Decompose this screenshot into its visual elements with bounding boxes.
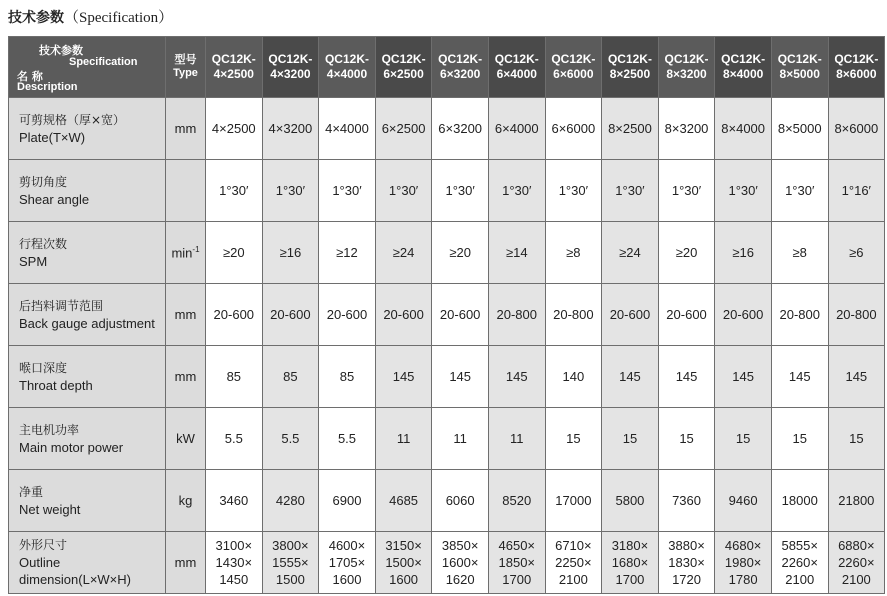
row-description [9, 222, 166, 284]
row-label-zh: 剪切角度 [19, 174, 68, 189]
title-en: （Specification） [64, 10, 174, 26]
model-header [828, 37, 885, 98]
page-title [8, 6, 173, 27]
model-header-line: QC12K- [494, 52, 539, 66]
model-header-line: 6×2500 [383, 67, 424, 81]
spec-value: 3800× 1555× 1500 [262, 532, 319, 594]
spec-value: 1°30′ [262, 160, 319, 222]
corner-zh: 技术参数 [39, 44, 83, 57]
row-unit-text: mm [174, 121, 197, 136]
spec-value: ≥8 [771, 222, 828, 284]
spec-value: 140 [545, 346, 602, 408]
spec-value: ≥20 [206, 222, 263, 284]
model-header-line: 8×2500 [609, 67, 651, 81]
spec-value: 85 [206, 346, 263, 408]
row-label-en: Main motor power [19, 439, 124, 455]
model-header-line: QC12K- [834, 52, 879, 66]
spec-value: 6×4000 [488, 98, 545, 160]
spec-value: 11 [432, 408, 489, 470]
model-header-line: 4×4000 [326, 67, 368, 81]
model-header-line: 4×2500 [213, 67, 254, 81]
corner-desc: Description [17, 81, 78, 93]
model-header-line: QC12K- [381, 52, 426, 66]
model-header [602, 37, 659, 98]
spec-value: 3100× 1430× 1450 [206, 532, 263, 594]
row-unit [166, 98, 206, 160]
spec-value: 5800 [602, 470, 659, 532]
row-label-en: Back gauge adjustment [19, 315, 155, 331]
spec-value: 20-600 [715, 284, 772, 346]
model-header [375, 37, 432, 98]
spec-value: 5.5 [262, 408, 319, 470]
row-unit-text: mm [174, 555, 197, 570]
spec-value: 15 [602, 408, 659, 470]
spec-value: ≥16 [262, 222, 319, 284]
spec-value: 20-800 [771, 284, 828, 346]
spec-value: 5.5 [319, 408, 376, 470]
table-row [9, 284, 885, 346]
table-row [9, 98, 885, 160]
spec-value: 145 [432, 346, 489, 408]
type-header-en: Type [173, 67, 198, 79]
spec-value: 1°30′ [319, 160, 376, 222]
spec-value: 8×2500 [602, 98, 659, 160]
model-header [715, 37, 772, 98]
spec-value: 4680× 1980× 1780 [715, 532, 772, 594]
spec-value: 6900 [319, 470, 376, 532]
spec-value: 20-600 [432, 284, 489, 346]
spec-value: ≥16 [715, 222, 772, 284]
spec-value: 20-600 [206, 284, 263, 346]
row-label-en: Throat depth [19, 377, 93, 393]
spec-value: 145 [375, 346, 432, 408]
spec-value: 1°30′ [658, 160, 715, 222]
spec-value: ≥20 [432, 222, 489, 284]
spec-value: 20-600 [262, 284, 319, 346]
model-header-line: QC12K- [268, 52, 313, 66]
spec-value: 85 [319, 346, 376, 408]
title-zh: 技术参数 [8, 10, 64, 26]
row-unit-text: mm [174, 369, 197, 384]
spec-value: 15 [828, 408, 885, 470]
model-header-line: QC12K- [551, 52, 596, 66]
row-description [9, 284, 166, 346]
spec-value: 1°30′ [488, 160, 545, 222]
model-header [262, 37, 319, 98]
row-label-en: Outline dimension(L×W×H) [19, 555, 131, 587]
spec-value: 1°30′ [545, 160, 602, 222]
spec-value: 145 [602, 346, 659, 408]
spec-value: 8520 [488, 470, 545, 532]
model-header [206, 37, 263, 98]
model-header-line: 4×3200 [270, 67, 311, 81]
row-label-en: Plate(T×W) [19, 129, 86, 145]
spec-value: 15 [658, 408, 715, 470]
row-description [9, 160, 166, 222]
spec-table [8, 36, 885, 594]
spec-value: 20-800 [545, 284, 602, 346]
spec-value: ≥12 [319, 222, 376, 284]
spec-value: 8×4000 [715, 98, 772, 160]
spec-value: 1°16′ [828, 160, 885, 222]
spec-value: 1°30′ [432, 160, 489, 222]
spec-value: 20-800 [488, 284, 545, 346]
model-header-line: 8×3200 [666, 67, 707, 81]
row-unit-text: kW [176, 431, 195, 446]
spec-value: 145 [658, 346, 715, 408]
model-header-line: QC12K- [721, 52, 766, 66]
row-unit [166, 470, 206, 532]
row-label-zh: 外形尺寸 [19, 538, 68, 552]
spec-value: 3180× 1680× 1700 [602, 532, 659, 594]
row-unit [166, 532, 206, 594]
spec-value: 17000 [545, 470, 602, 532]
spec-value: 1°30′ [602, 160, 659, 222]
row-description [9, 346, 166, 408]
spec-value: 6×2500 [375, 98, 432, 160]
type-header-zh: 型号 [174, 54, 197, 66]
spec-value: 1°30′ [206, 160, 263, 222]
row-label-zh: 净重 [19, 484, 44, 499]
table-row [9, 160, 885, 222]
corner-spec: Specification [69, 56, 138, 68]
model-header-line: QC12K- [211, 52, 256, 66]
model-header-line: 6×3200 [439, 67, 481, 81]
row-label-zh: 主电机功率 [19, 422, 80, 437]
model-header-line: 8×5000 [779, 67, 820, 81]
header-row [9, 37, 885, 98]
type-header [166, 37, 206, 98]
model-header [319, 37, 376, 98]
spec-value: 20-800 [828, 284, 885, 346]
row-unit [166, 408, 206, 470]
spec-value: 1°30′ [771, 160, 828, 222]
row-label-en: SPM [19, 253, 48, 269]
spec-value: ≥24 [602, 222, 659, 284]
table-body [9, 98, 885, 594]
spec-value: 18000 [771, 470, 828, 532]
model-header [658, 37, 715, 98]
spec-value: 11 [375, 408, 432, 470]
spec-value: 8×6000 [828, 98, 885, 160]
spec-value: 4×3200 [262, 98, 319, 160]
spec-value: 3460 [206, 470, 263, 532]
spec-value: 7360 [658, 470, 715, 532]
spec-value: 4600× 1705× 1600 [319, 532, 376, 594]
model-header-line: 8×4000 [722, 67, 764, 81]
spec-value: ≥24 [375, 222, 432, 284]
corner-name-zh: 名 称 [17, 70, 43, 83]
row-description [9, 532, 166, 594]
spec-value: 1°30′ [715, 160, 772, 222]
spec-value: 20-600 [319, 284, 376, 346]
model-header-line: QC12K- [324, 52, 369, 66]
row-label-en: Net weight [19, 501, 81, 517]
model-header-line: 8×6000 [836, 67, 877, 81]
model-header-line: QC12K- [664, 52, 709, 66]
model-header [488, 37, 545, 98]
row-unit-text: mm [174, 307, 197, 322]
spec-value: 145 [771, 346, 828, 408]
spec-value: 21800 [828, 470, 885, 532]
spec-value: 6×6000 [545, 98, 602, 160]
spec-value: 20-600 [375, 284, 432, 346]
spec-value: 3150× 1500× 1600 [375, 532, 432, 594]
spec-value: 20-600 [658, 284, 715, 346]
spec-value: ≥6 [828, 222, 885, 284]
spec-value: ≥8 [545, 222, 602, 284]
model-header-line: 6×4000 [496, 67, 537, 81]
model-header-line: QC12K- [777, 52, 822, 66]
spec-value: 5.5 [206, 408, 263, 470]
row-unit [166, 160, 206, 222]
spec-value: 145 [715, 346, 772, 408]
row-unit-text: kg [178, 493, 193, 508]
row-label-zh: 后挡料调节范围 [19, 298, 104, 313]
row-unit-sup: -1 [192, 244, 200, 254]
spec-value: 4×4000 [319, 98, 376, 160]
spec-value: 5855× 2260× 2100 [771, 532, 828, 594]
model-header-line: QC12K- [607, 52, 652, 66]
row-description [9, 470, 166, 532]
spec-value: ≥20 [658, 222, 715, 284]
row-unit-text: min [171, 245, 193, 261]
table-row [9, 532, 885, 594]
spec-value: 6×3200 [432, 98, 489, 160]
spec-value: 15 [545, 408, 602, 470]
spec-value: 15 [715, 408, 772, 470]
spec-value: 3850× 1600× 1620 [432, 532, 489, 594]
spec-value: 145 [828, 346, 885, 408]
spec-value: 3880× 1830× 1720 [658, 532, 715, 594]
table-row [9, 470, 885, 532]
row-unit [166, 222, 206, 284]
spec-value: 6880× 2260× 2100 [828, 532, 885, 594]
spec-value: 20-600 [602, 284, 659, 346]
row-label-zh: 可剪规格（厚×宽） [19, 112, 126, 127]
row-description [9, 408, 166, 470]
row-unit [166, 346, 206, 408]
table-row [9, 408, 885, 470]
row-label-zh: 行程次数 [19, 236, 68, 251]
spec-value: 4280 [262, 470, 319, 532]
spec-value: 11 [488, 408, 545, 470]
spec-value: 6710× 2250× 2100 [545, 532, 602, 594]
spec-value: 6060 [432, 470, 489, 532]
model-header-line: QC12K- [438, 52, 483, 66]
spec-value: ≥14 [488, 222, 545, 284]
row-unit [166, 284, 206, 346]
spec-value: 4685 [375, 470, 432, 532]
model-header [545, 37, 602, 98]
table-row [9, 346, 885, 408]
spec-value: 15 [771, 408, 828, 470]
table-row [9, 222, 885, 284]
spec-value: 1°30′ [375, 160, 432, 222]
spec-value: 8×3200 [658, 98, 715, 160]
corner-header [9, 37, 166, 98]
row-label-zh: 喉口深度 [19, 360, 68, 375]
spec-value: 4650× 1850× 1700 [488, 532, 545, 594]
model-header-line: 6×6000 [553, 67, 594, 81]
spec-value: 145 [488, 346, 545, 408]
row-description [9, 98, 166, 160]
model-header [771, 37, 828, 98]
spec-value: 9460 [715, 470, 772, 532]
spec-value: 8×5000 [771, 98, 828, 160]
model-header [432, 37, 489, 98]
row-label-en: Shear angle [19, 191, 90, 207]
spec-value: 85 [262, 346, 319, 408]
spec-value: 4×2500 [206, 98, 263, 160]
